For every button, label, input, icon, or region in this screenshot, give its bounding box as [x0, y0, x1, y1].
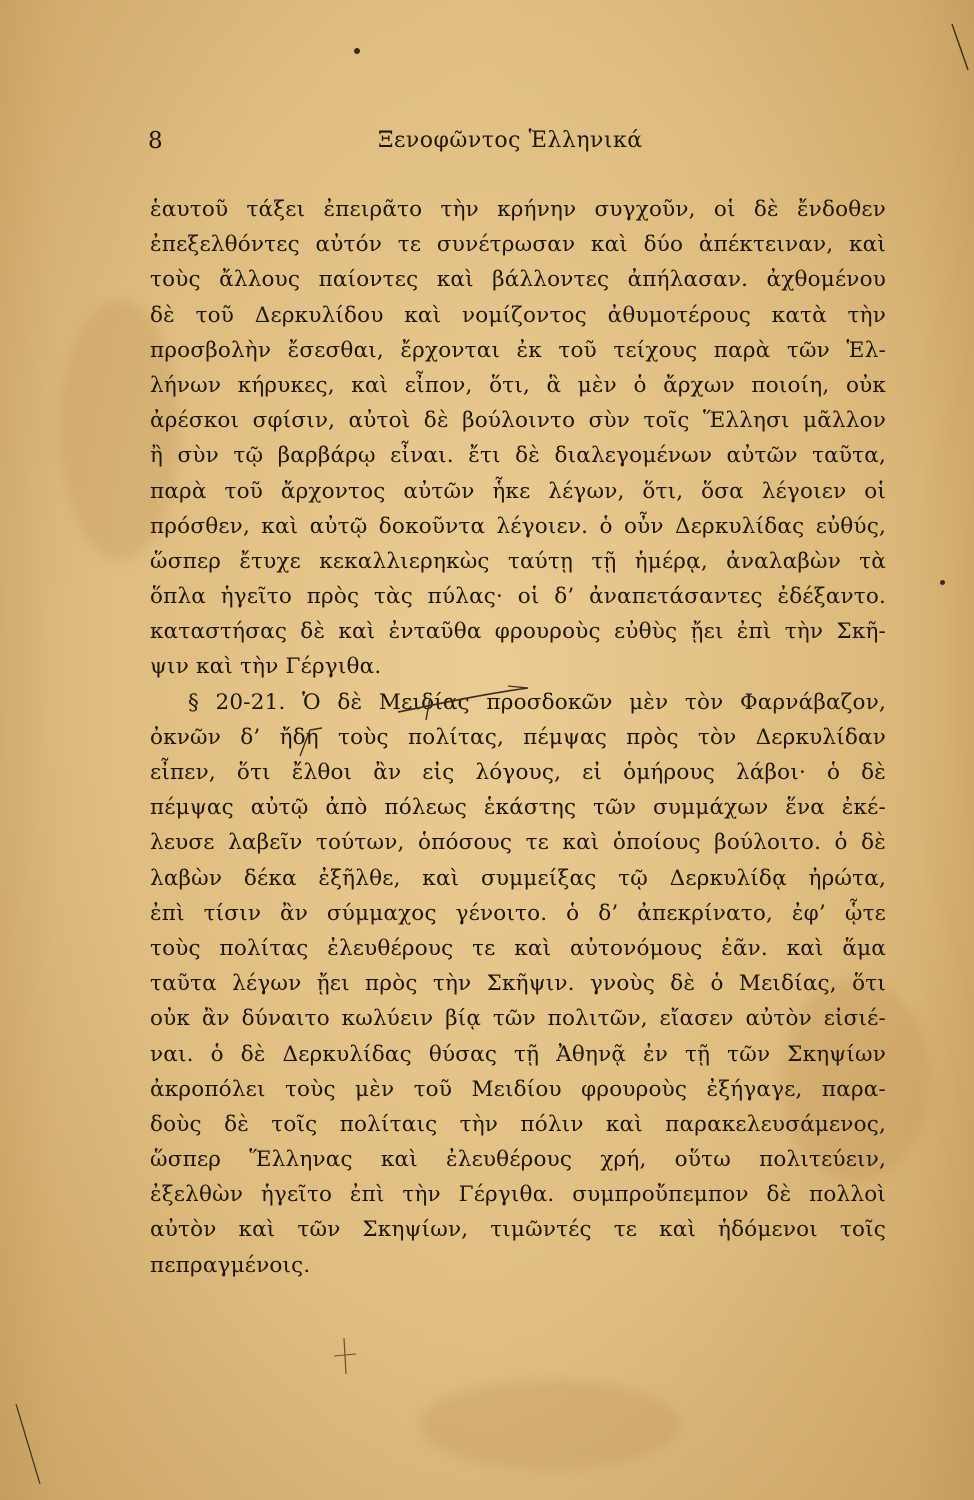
text-line: ἐξελθὼν ἡγεῖτο ἐπὶ τὴν Γέργιθα. συμπροὔπεμπον δὲ πολλοὶ [150, 1182, 886, 1208]
pencil-cross-mark [330, 1336, 360, 1376]
section-heading-line: § 20-21. Ὁ δὲ Μειδίας προσδοκῶν μὲν τὸν Φαρνάβαζον, [188, 689, 886, 715]
text-line: ἐπὶ τίσιν ἂν σύμμαχος γένοιτο. ὁ δ’ ἀπεκρίνατο, ἐφ’ ᾧτε [150, 900, 886, 926]
text-line: καταστήσας δὲ καὶ ἐνταῦθα φρουροὺς εὐθὺς ᾔει ἐπὶ τὴν Σκῆ- [150, 619, 886, 645]
text-line: δὲ τοῦ Δερκυλίδου καὶ νομίζοντος ἀθυμοτέρους κατὰ τὴν [150, 302, 886, 328]
text-line: παρὰ τοῦ ἄρχοντος αὐτῶν ἧκε λέγων, ὅτι, ὅσα λέγοιεν οἱ [150, 478, 886, 504]
text-line: ναι. ὁ δὲ Δερκυλίδας θύσας τῇ Ἀθηνᾷ ἐν τῇ τῶν Σκηψίων [150, 1041, 886, 1067]
text-line: ὥσπερ Ἕλληνας καὶ ἐλευθέρους χρή, οὕτω πολιτεύειν, [150, 1147, 886, 1173]
body-text [150, 192, 886, 1283]
text-line: δοὺς δὲ τοῖς πολίταις τὴν πόλιν καὶ παρακελευσάμενος, [150, 1111, 886, 1137]
text-line: πρόσθεν, καὶ αὐτῷ δοκοῦντα λέγοιεν. ὁ οὖν Δερκυλίδας εὐθύς, [150, 513, 886, 539]
text-line: εἶπεν, ὅτι ἔλθοι ἂν εἰς λόγους, εἰ ὁμήρους λάβοι· ὁ δὲ [150, 760, 886, 785]
text-line: ἑαυτοῦ τάξει ἐπειρᾶτο τὴν κρήνην συγχοῦν, οἱ δὲ ἔνδοθεν [150, 197, 886, 222]
ink-dot [940, 580, 945, 585]
text-line: ὅπλα ἡγεῖτο πρὸς τὰς πύλας· οἱ δ’ ἀναπετάσαντες ἐδέξαντο. [150, 584, 886, 610]
page-header [148, 128, 888, 164]
text-line: τοὺς ἄλλους παίοντες καὶ βάλλοντες ἀπήλασαν. ἀχθομένου [150, 267, 886, 293]
text-line: ἢ σὺν τῷ βαρβάρῳ εἶναι. ἔτι δὲ διαλεγομένων αὐτῶν ταῦτα, [150, 443, 886, 469]
text-line: λευσε λαβεῖν τούτων, ὁπόσους τε καὶ ὁποίους βούλοιτο. ὁ δὲ [150, 830, 886, 856]
text-line: ψιν καὶ τὴν Γέργιθα. [150, 654, 382, 680]
text-line: ταῦτα λέγων ᾔει πρὸς τὴν Σκῆψιν. γνοὺς δὲ ὁ Μειδίας, ὅτι [150, 971, 886, 997]
text-line: αὐτὸν καὶ τῶν Σκηψίων, τιμῶντές τε καὶ ἡδόμενοι τοῖς [150, 1217, 886, 1243]
pencil-corner-mark [948, 20, 972, 80]
text-line: λαβὼν δέκα ἐξῆλθε, καὶ συμμείξας τῷ Δερκυλίδᾳ ἠρώτα, [150, 865, 886, 891]
text-line: ἐπεξελθόντες αὐτόν τε συνέτρωσαν καὶ δύο ἀπέκτειναν, καὶ [150, 232, 886, 258]
pencil-margin-mark [10, 1400, 50, 1490]
text-line: πέμψας αὐτῷ ἀπὸ πόλεως ἑκάστης τῶν συμμάχων ἕνα ἐκέ- [150, 795, 886, 821]
page-number: 8 [148, 128, 163, 154]
running-title: Ξενοφῶντος Ἑλληνικά [378, 128, 643, 153]
text-line: προσβολὴν ἔσεσθαι, ἔρχονται ἐκ τοῦ τείχους παρὰ τῶν Ἑλ- [150, 337, 886, 363]
text-line: οὐκ ἂν δύναιτο κωλύειν βίᾳ τῶν πολιτῶν, εἴασεν αὐτὸν εἰσιέ- [150, 1006, 886, 1032]
text-line: τοὺς πολίτας ἐλευθέρους τε καὶ αὐτονόμους ἐᾶν. καὶ ἅμα [150, 935, 886, 961]
text-line: πεπραγμένοις. [150, 1252, 311, 1278]
paper-stain [420, 1380, 680, 1470]
text-line: ἀρέσκοι σφίσιν, αὐτοὶ δὲ βούλοιντο σὺν τοῖς Ἕλλησι μᾶλλον [150, 408, 886, 434]
text-line: ὀκνῶν δ’ ἤδη τοὺς πολίτας, πέμψας πρὸς τὸν Δερκυλίδαν [150, 724, 886, 750]
text-line: ὥσπερ ἔτυχε κεκαλλιερηκὼς ταύτῃ τῇ ἡμέρᾳ, ἀναλαβὼν τὰ [150, 548, 886, 574]
ink-dot [354, 48, 360, 54]
text-line: λήνων κήρυκες, καὶ εἶπον, ὅτι, ἃ μὲν ὁ ἄρχων ποιοίη, οὐκ [150, 372, 886, 398]
text-line: ἀκροπόλει τοὺς μὲν τοῦ Μειδίου φρουροὺς ἐξήγαγε, παρα- [150, 1076, 886, 1102]
